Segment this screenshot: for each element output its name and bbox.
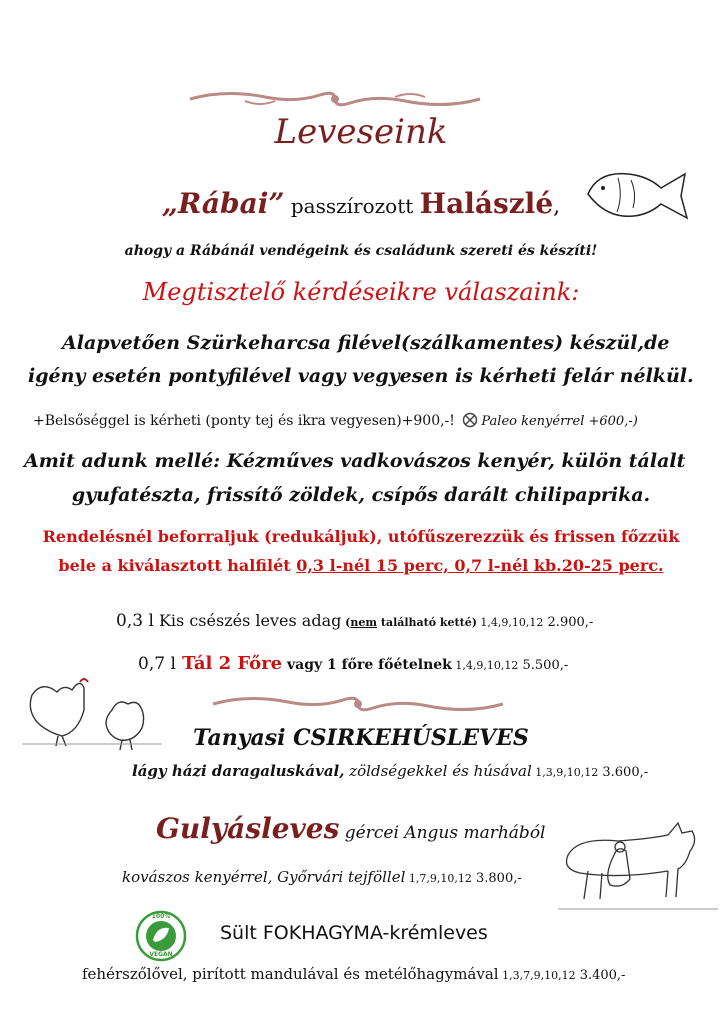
order-line2 <box>0 556 722 575</box>
fokhagyma-desc-row <box>82 965 625 983</box>
vegan-badge-top: 100% <box>151 913 171 920</box>
extra-innards: +Belsőséggel is kérheti (ponty tej és ikra vegyesen)+900,-! <box>33 413 455 429</box>
halaszle-desc-line2: igény esetén pontyfilével vagy vegyesen is kérheti felár nélkül. <box>28 365 694 387</box>
halaszle-quote: „Rábai” <box>161 187 285 220</box>
vegan-badge-bottom: VEGAN <box>149 951 173 958</box>
halaszle-subtitle: ahogy a Rábánál vendégeink és családunk szereti és készíti! <box>124 243 598 259</box>
portion-large-highlight: Tál 2 Főre <box>175 653 283 674</box>
halaszle-comma: , <box>553 194 561 219</box>
top-ornament <box>185 87 485 111</box>
cow-icon <box>558 815 718 915</box>
middle-ornament <box>208 692 508 716</box>
gulyas-price: 3.800,- <box>471 871 522 886</box>
portion-small-note-rest: található ketté) <box>377 616 477 629</box>
halaszle-heading <box>0 187 722 220</box>
csirke-desc <box>132 762 648 780</box>
vegan-badge <box>135 910 187 962</box>
portion-large-label: vagy 1 főre főételnek <box>282 657 452 673</box>
fokhagyma-desc: fehérszőlővel, pirított mandulával és metélőhagymával <box>82 965 499 983</box>
portion-large <box>138 653 568 674</box>
csirke-desc-it: lágy házi daragaluskával, <box>132 762 345 780</box>
halaszle-desc-line1: Alapvetően Szürkeharcsa filével(szálkamentes) készül,de <box>62 332 670 354</box>
portion-large-size: 0,7 l <box>138 654 176 674</box>
gulyas-subtitle: gércei Angus marhából <box>339 823 546 843</box>
portion-small-note-open: ( <box>341 616 351 629</box>
order-cooking-times: 0,3 l-nél 15 perc, 0,7 l-nél kb.20-25 perc. <box>296 556 664 575</box>
portion-small-size: 0,3 l <box>116 611 154 631</box>
page-title: Leveseink <box>274 112 448 152</box>
portion-small-note-u: nem <box>350 616 378 629</box>
csirke-price: 3.600,- <box>598 765 649 780</box>
csirke-desc-rest: zöldségekkel és húsával <box>344 762 532 780</box>
portion-small-allergens: 1,4,9,10,12 <box>476 616 544 629</box>
sides-line1: Amit adunk mellé: Kézműves vadkovászos kenyér, külön tálalt <box>24 450 686 472</box>
fokhagyma-allergens: 1,3,7,9,10,12 <box>498 969 576 982</box>
portion-small-label: Kis csészés leves adag <box>153 611 342 630</box>
gulyas-desc: kovászos kenyérrel, Győrvári tejföllel <box>122 868 406 886</box>
sides-line2: gyufatészta, frissítő zöldek, csípős darált chilipaprika. <box>71 484 651 506</box>
gulyas-desc-row <box>122 868 522 886</box>
fokhagyma-title: Sült FOKHAGYMA-krémleves <box>220 922 488 944</box>
halaszle-dish: Halászlé <box>419 187 554 220</box>
portion-large-price: 5.500,- <box>518 658 569 673</box>
csirke-title: Tanyasi CSIRKEHÚSLEVES <box>193 725 529 751</box>
portion-large-allergens: 1,4,9,10,12 <box>451 659 519 672</box>
order-line2-prefix: bele a kiválasztott halfilét <box>58 556 297 575</box>
halaszle-middle: passzírozott <box>284 194 420 218</box>
portion-small <box>116 611 593 631</box>
gulyas-heading <box>156 812 546 845</box>
extra-paleo: Paleo kenyérrel +600,-) <box>481 414 638 429</box>
portion-small-price: 2.900,- <box>543 615 594 630</box>
qa-heading: Megtisztelő kérdéseikre válaszaink: <box>142 278 580 306</box>
fokhagyma-price: 3.400,- <box>575 968 626 983</box>
gulyas-title: Gulyásleves <box>156 812 340 845</box>
gulyas-allergens: 1,7,9,10,12 <box>405 872 472 885</box>
no-icon <box>462 412 478 428</box>
csirke-allergens: 1,3,9,10,12 <box>531 766 599 779</box>
order-line1: Rendelésnél beforraljuk (redukáljuk), utófűszerezzük és frissen főzzük <box>42 527 680 546</box>
halaszle-extras <box>33 412 638 429</box>
